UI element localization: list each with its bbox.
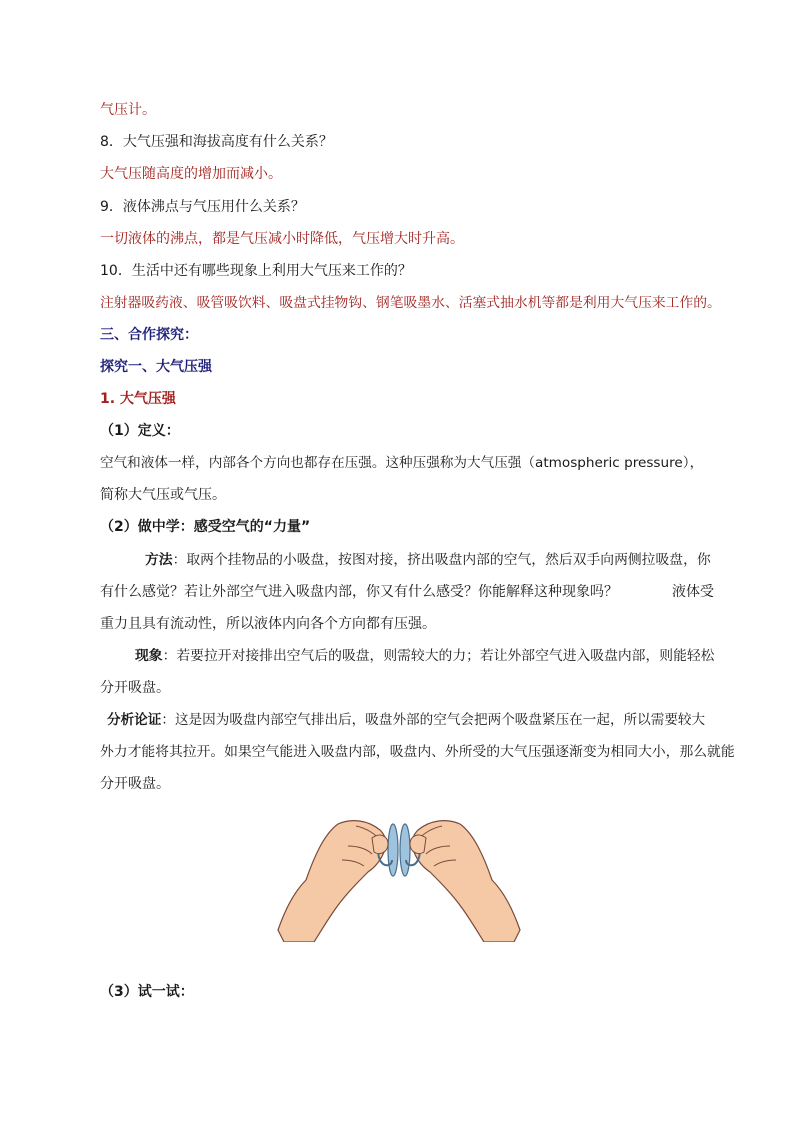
subsection-heading: 1. 大气压强 (100, 391, 176, 407)
explore-heading: 探究一、大气压强 (100, 359, 212, 375)
left-hand (278, 821, 386, 942)
left-thumb (372, 835, 388, 853)
answer-10: 注射器吸药液、吸管吸饮料、吸盘式挂物钩、钢笔吸墨水、活塞式抽水机等都是利用大气压来工作的。 (100, 295, 721, 311)
right-hand (412, 821, 520, 942)
answer-9: 一切液体的沸点，都是气压减小时降低，气压增大时升高。 (100, 231, 464, 247)
try-it-label: （3）试一试： (100, 984, 194, 1000)
phenomenon-text: ：若要拉开对接排出空气后的吸盘，则需较大的力；若让外部空气进入吸盘内部，则能轻松 (162, 648, 715, 664)
phenomenon-paragraph (135, 646, 714, 666)
question-9: 9．液体沸点与气压用什么关系？ (100, 199, 305, 215)
analysis-text-3: 分开吸盘。 (100, 776, 170, 792)
method-paragraph (145, 550, 711, 570)
definition-text-2: 简称大气压或气压。 (100, 487, 226, 503)
answer-8: 大气压随高度的增加而减小。 (100, 166, 282, 182)
suction-cup-right (400, 824, 410, 876)
analysis-text: ：这是因为吸盘内部空气排出后，吸盘外部的空气会把两个吸盘紧压在一起，所以需要较大 (161, 712, 706, 728)
activity-label: （2）做中学：感受空气的“力量” (100, 519, 311, 535)
method-label: 方法 (145, 552, 173, 568)
suction-cup-left (388, 824, 398, 876)
phenomenon-text-2: 分开吸盘。 (100, 680, 170, 696)
section-heading: 三、合作探究： (100, 327, 198, 343)
definition-text: 空气和液体一样，内部各个方向也都存在压强。这种压强称为大气压强（atmospheric pressure）， (100, 455, 704, 471)
question-8: 8．大气压强和海拔高度有什么关系？ (100, 134, 333, 150)
suction-cup-illustration (276, 812, 522, 942)
method-text-3: 液体受 (672, 584, 714, 600)
method-text-2: 有什么感觉？若让外部空气进入吸盘内部，你又有什么感受？你能解释这种现象吗？ (100, 584, 618, 600)
analysis-label: 分析论证 (107, 712, 162, 728)
method-text: ：取两个挂物品的小吸盘，按图对接，挤出吸盘内部的空气，然后双手向两侧拉吸盘，你 (172, 552, 711, 568)
definition-label: （1）定义： (100, 423, 180, 439)
analysis-paragraph (107, 710, 705, 730)
question-10: 10．生活中还有哪些现象上利用大气压来工作的？ (100, 263, 412, 279)
answer-line: 气压计。 (100, 102, 156, 118)
right-thumb (410, 835, 426, 853)
method-text-4: 重力且具有流动性，所以液体内向各个方向都有压强。 (100, 616, 436, 632)
phenomenon-label: 现象 (135, 648, 163, 664)
analysis-text-2: 外力才能将其拉开。如果空气能进入吸盘内部，吸盘内、外所受的大气压强逐渐变为相同大小，那么就能 (100, 744, 735, 760)
